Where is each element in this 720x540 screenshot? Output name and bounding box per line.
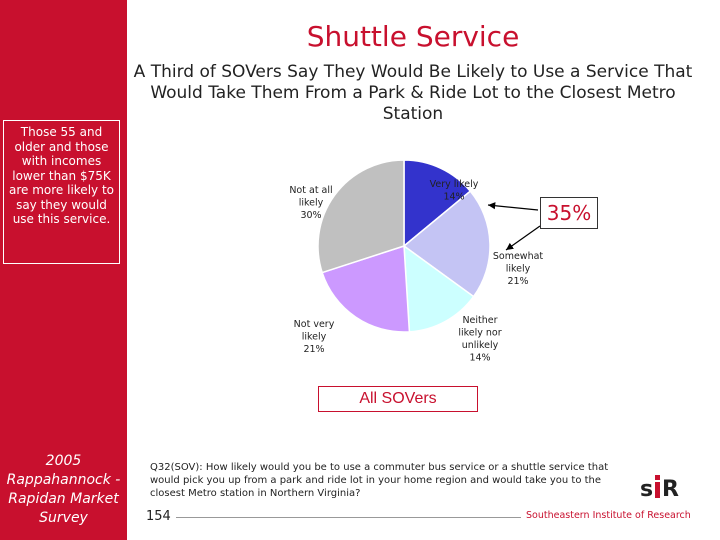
slice-label: Neither likely nor unlikely 14% [458, 315, 502, 364]
pie-chart [128, 150, 598, 380]
sir-logo [638, 474, 688, 500]
svg-text:R: R [662, 477, 679, 500]
page-title: Shuttle Service [306, 20, 520, 53]
page-subtitle: A Third of SOVers Say They Would Be Likely to Use a Service That Would Take Them From a Park & Ride Lot to the Closest Metro Station [133, 62, 693, 124]
footer-divider [176, 517, 521, 518]
page-number: 154 [146, 509, 171, 524]
slice-label: Not very likely 21% [293, 319, 335, 355]
survey-question: Q32(SOV): How likely would you be to use a commuter bus service or a shuttle service that would pick you up from a park and ride lot in your home region and would take you to the closest Metro station in Northern Virginia? [150, 462, 609, 499]
slice-label: Somewhat likely 21% [492, 251, 544, 287]
svg-text:s: s [640, 477, 654, 500]
slice-label: Very likely 14% [429, 179, 479, 203]
group-label: All SOVers [318, 386, 478, 412]
sidebar [0, 0, 127, 540]
survey-name: 2005 Rappahannock - Rapidan Market Survey [6, 453, 121, 526]
callout-note: Those 55 and older and those with incomes lower than $75K are more likely to say they would use this service. [3, 120, 120, 264]
organization-name: Southeastern Institute of Research [526, 510, 691, 521]
combined-percentage: 35% [540, 197, 598, 229]
arrow-to-very-likely [488, 205, 538, 210]
slice-label: Not at all likely 30% [289, 185, 333, 221]
arrow-to-somewhat-likely [506, 226, 540, 250]
